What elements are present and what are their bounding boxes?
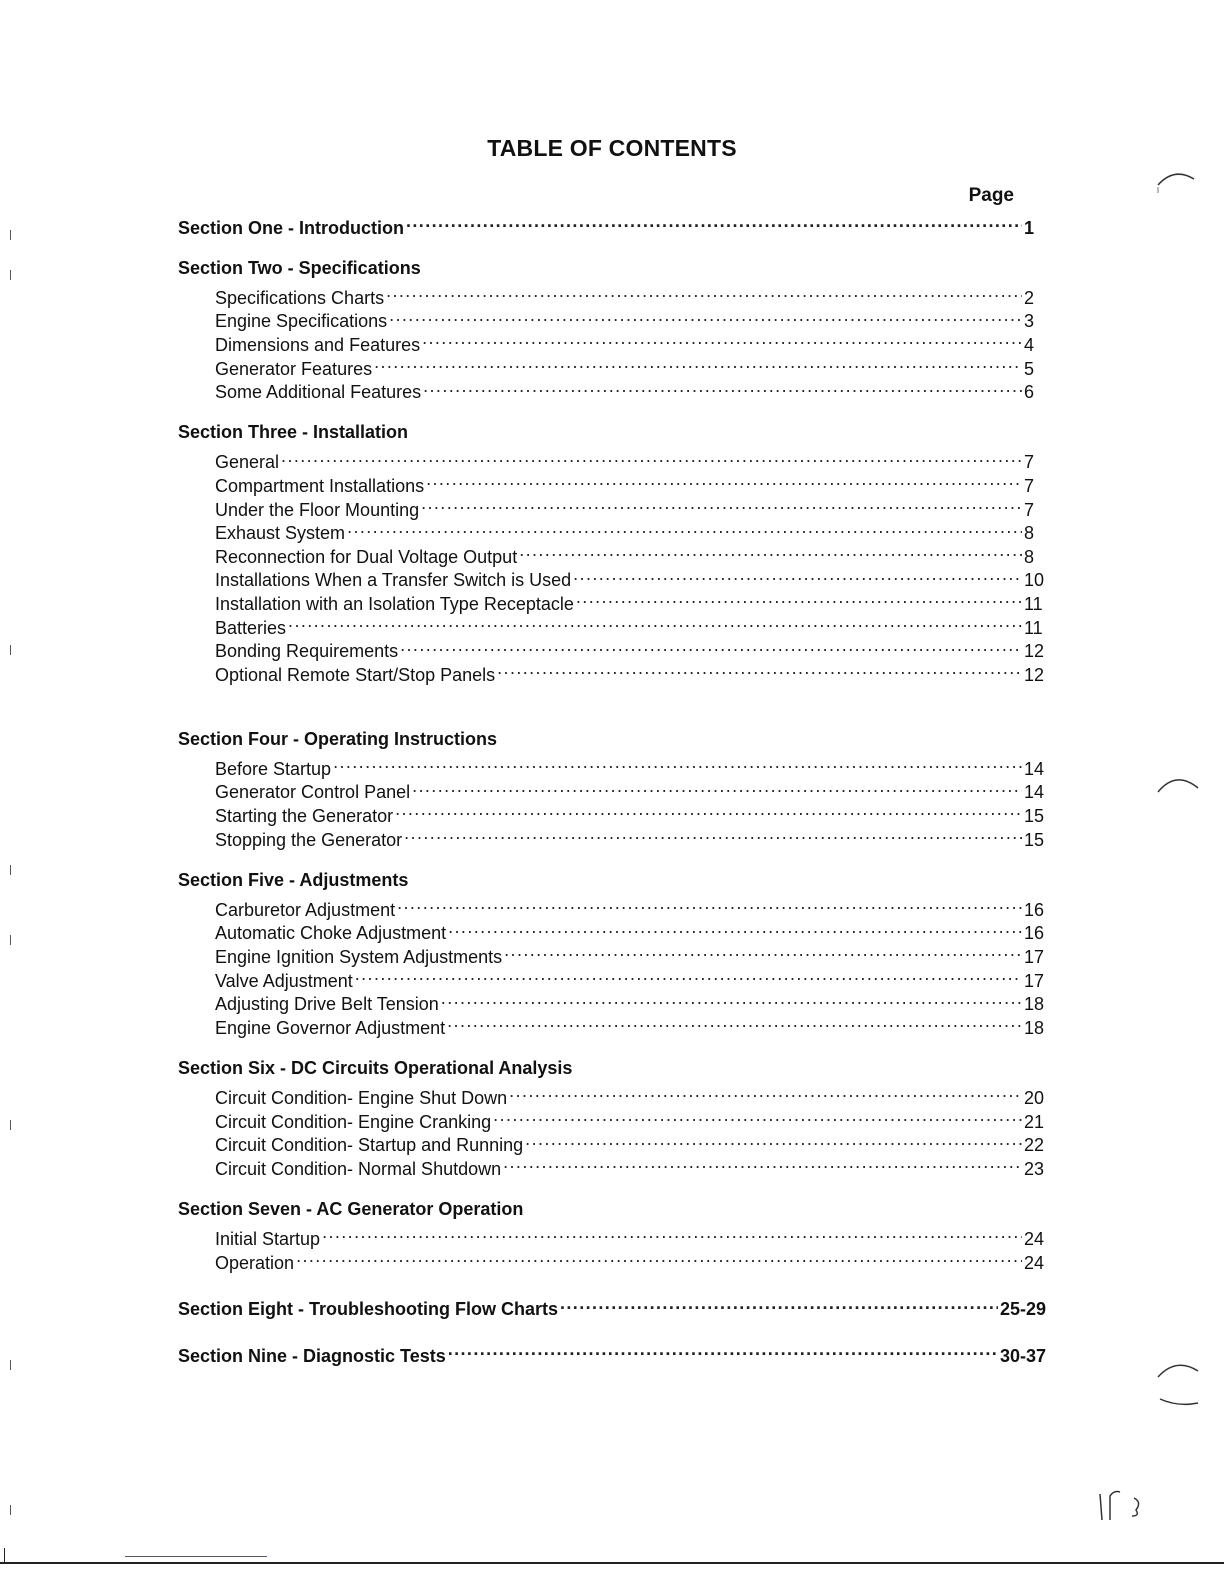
toc-section-three — [178, 421, 1046, 685]
toc-heading-label: Section Four - Operating Instructions — [178, 728, 498, 749]
toc-page-number: 5 — [1024, 358, 1035, 379]
dot-leader — [509, 1080, 1022, 1104]
toc-entry-label: Initial Startup — [215, 1228, 321, 1249]
dot-leader — [288, 610, 1022, 634]
toc-heading — [178, 1198, 1046, 1222]
page-column-label: Page — [968, 185, 1014, 206]
toc-entry-label: Under the Floor Mounting — [215, 499, 420, 520]
toc-page-number: 18 — [1024, 994, 1045, 1015]
toc-entry-label: Bonding Requirements — [215, 641, 399, 662]
dot-leader — [333, 751, 1022, 775]
dot-leader — [400, 634, 1022, 658]
toc-entry-label: Valve Adjustment — [215, 970, 353, 991]
toc-page-number: 10 — [1024, 570, 1045, 591]
dot-leader — [448, 1338, 998, 1362]
dot-leader — [397, 892, 1022, 916]
scan-mark-right-bottom — [1150, 1355, 1210, 1415]
toc-entry-label: Engine Specifications — [215, 311, 388, 332]
bottom-underline — [125, 1556, 267, 1557]
toc-page-number: 4 — [1024, 334, 1035, 355]
toc-page-number: 6 — [1024, 382, 1035, 403]
toc-entry[interactable] — [178, 610, 1046, 638]
dot-leader — [504, 939, 1022, 963]
toc-heading-entry[interactable] — [178, 1338, 1046, 1366]
toc-page-number: 25-29 — [999, 1299, 1046, 1320]
dot-leader — [503, 1151, 1022, 1175]
toc-heading — [178, 421, 1046, 445]
toc-page-number: 8 — [1024, 546, 1035, 567]
margin-tick — [10, 865, 11, 875]
toc-entry-label: Operation — [215, 1252, 295, 1273]
toc-heading-entry[interactable] — [178, 210, 1046, 238]
table-of-contents — [178, 210, 1046, 1366]
toc-heading-label: Section Five - Adjustments — [178, 869, 409, 890]
dot-leader — [560, 1292, 998, 1316]
toc-section-four — [178, 728, 1046, 850]
toc-page-number: 7 — [1024, 475, 1035, 496]
toc-entry[interactable] — [178, 1221, 1046, 1249]
toc-heading-label: Section Six - DC Circuits Operational Analysis — [178, 1057, 573, 1078]
left-edge-line — [4, 1548, 5, 1564]
dot-leader — [441, 987, 1022, 1011]
toc-section-seven — [178, 1198, 1046, 1273]
toc-entry-label: Before Startup — [215, 758, 332, 779]
toc-entry[interactable] — [178, 751, 1046, 779]
margin-tick — [10, 1120, 11, 1130]
toc-page-number: 7 — [1024, 499, 1035, 520]
toc-heading-label: Section Two - Specifications — [178, 257, 421, 278]
toc-section-one — [178, 210, 1046, 238]
toc-entry[interactable] — [178, 634, 1046, 662]
dot-leader — [447, 1010, 1022, 1034]
toc-entry[interactable] — [178, 1080, 1046, 1108]
toc-entry-label: Engine Ignition System Adjustments — [215, 947, 503, 968]
toc-entry-label: Installations When a Transfer Switch is Used — [215, 570, 572, 591]
toc-heading-entry[interactable] — [178, 1292, 1046, 1320]
toc-entry-label: Circuit Condition- Engine Shut Down — [215, 1088, 508, 1108]
toc-entry-label: Circuit Condition- Normal Shutdown — [215, 1158, 502, 1179]
margin-tick — [10, 645, 11, 655]
toc-entry-label: Reconnection for Dual Voltage Output — [215, 546, 518, 567]
toc-entry-label: Automatic Choke Adjustment — [215, 923, 447, 944]
toc-section-five — [178, 869, 1046, 1038]
toc-heading — [178, 257, 1046, 281]
dot-leader — [421, 492, 1022, 516]
toc-page-number: 21 — [1024, 1111, 1045, 1132]
toc-page-number: 8 — [1024, 523, 1035, 544]
dot-leader — [296, 1245, 1022, 1269]
toc-page-number: 22 — [1024, 1135, 1045, 1156]
toc-entry-label: Adjusting Drive Belt Tension — [215, 994, 439, 1015]
bottom-edge-line — [0, 1562, 1224, 1564]
dot-leader — [355, 963, 1022, 987]
dot-leader — [493, 1104, 1022, 1128]
toc-page-number: 16 — [1024, 923, 1045, 944]
dot-leader — [422, 327, 1022, 351]
margin-tick — [10, 1360, 11, 1370]
toc-page-number: 23 — [1024, 1158, 1045, 1179]
toc-page-number: 15 — [1024, 806, 1045, 827]
toc-heading-label: Section One - Introduction — [178, 217, 404, 238]
toc-entry-label: Optional Remote Start/Stop Panels — [215, 664, 496, 685]
toc-page-number: 12 — [1024, 641, 1045, 662]
toc-page-number: 16 — [1024, 899, 1045, 920]
toc-entry-label: Exhaust System — [215, 523, 346, 544]
dot-leader — [404, 822, 1022, 846]
toc-entry-label: Generator Features — [215, 358, 373, 379]
toc-page-number: 11 — [1024, 593, 1043, 614]
toc-entry-label: Circuit Condition- Engine Cranking — [215, 1111, 492, 1132]
toc-page-number: 1 — [1024, 217, 1035, 238]
toc-page-number: 20 — [1024, 1088, 1045, 1108]
toc-page-number: 14 — [1024, 758, 1045, 779]
toc-section-two — [178, 257, 1046, 403]
toc-page-number: 11 — [1024, 617, 1043, 638]
toc-entry-label: Generator Control Panel — [215, 782, 411, 803]
toc-page-number: 24 — [1024, 1252, 1045, 1273]
toc-section-eight — [178, 1292, 1046, 1320]
toc-page-number: 12 — [1024, 664, 1045, 685]
dot-leader — [412, 775, 1022, 799]
toc-page-number: 3 — [1024, 311, 1035, 332]
toc-page-number: 2 — [1024, 287, 1035, 308]
handwritten-mark — [1090, 1480, 1160, 1530]
toc-heading-label: Section Eight - Troubleshooting Flow Charts — [178, 1299, 558, 1320]
toc-entry[interactable] — [178, 280, 1046, 308]
dot-leader — [406, 210, 1022, 234]
dot-leader — [573, 563, 1022, 587]
dot-leader — [322, 1221, 1022, 1245]
dot-leader — [395, 798, 1022, 822]
dot-leader — [576, 586, 1022, 610]
toc-entry-label: Specifications Charts — [215, 287, 385, 308]
dot-leader — [448, 916, 1022, 940]
scan-mark-right-middle — [1150, 770, 1210, 810]
toc-entry-label: Batteries — [215, 617, 287, 638]
toc-entry[interactable] — [178, 445, 1046, 473]
scan-mark-top-right — [1150, 165, 1210, 225]
toc-page-number: 17 — [1024, 947, 1045, 968]
page-title: TABLE OF CONTENTS — [487, 135, 737, 161]
toc-heading-label: Section Seven - AC Generator Operation — [178, 1198, 524, 1219]
toc-page-number: 30-37 — [999, 1345, 1046, 1366]
dot-leader — [389, 304, 1022, 328]
toc-entry-label: Circuit Condition- Startup and Running — [215, 1135, 524, 1156]
toc-page-number: 17 — [1024, 970, 1045, 991]
margin-tick — [10, 230, 11, 240]
dot-leader — [525, 1128, 1022, 1152]
toc-entry-label: Dimensions and Features — [215, 334, 421, 355]
toc-section-nine — [178, 1338, 1046, 1366]
toc-page-number: 14 — [1024, 782, 1045, 803]
toc-entry[interactable] — [178, 468, 1046, 496]
dot-leader — [519, 539, 1022, 563]
toc-entry-label: Engine Governor Adjustment — [215, 1017, 446, 1038]
toc-heading — [178, 869, 1046, 893]
toc-entry-label: Starting the Generator — [215, 806, 394, 827]
dot-leader — [281, 445, 1022, 469]
toc-entry-label: Installation with an Isolation Type Receptacle — [215, 593, 574, 614]
toc-entry-label: Stopping the Generator — [215, 829, 403, 850]
toc-entry[interactable] — [178, 1245, 1046, 1273]
margin-tick — [10, 270, 11, 280]
toc-entry-label: General — [215, 452, 280, 473]
toc-entry-label: Compartment Installations — [215, 475, 425, 496]
toc-entry-label: Some Additional Features — [215, 382, 422, 403]
dot-leader — [497, 657, 1022, 681]
margin-tick — [10, 935, 11, 945]
toc-page-number: 18 — [1024, 1017, 1045, 1038]
dot-leader — [423, 375, 1022, 399]
toc-section-six — [178, 1057, 1046, 1179]
toc-entry[interactable] — [178, 892, 1046, 920]
toc-heading-label: Section Nine - Diagnostic Tests — [178, 1345, 446, 1366]
toc-page-number: 24 — [1024, 1228, 1045, 1249]
toc-heading — [178, 728, 1046, 752]
dot-leader — [386, 280, 1022, 304]
dot-leader — [347, 516, 1022, 540]
toc-entry-label: Carburetor Adjustment — [215, 899, 396, 920]
toc-heading-label: Section Three - Installation — [178, 422, 409, 443]
toc-heading — [178, 1057, 1046, 1081]
toc-page-number: 7 — [1024, 452, 1035, 473]
dot-leader — [426, 468, 1022, 492]
margin-tick — [10, 1505, 11, 1515]
toc-page-number: 15 — [1024, 829, 1045, 850]
dot-leader — [374, 351, 1022, 375]
